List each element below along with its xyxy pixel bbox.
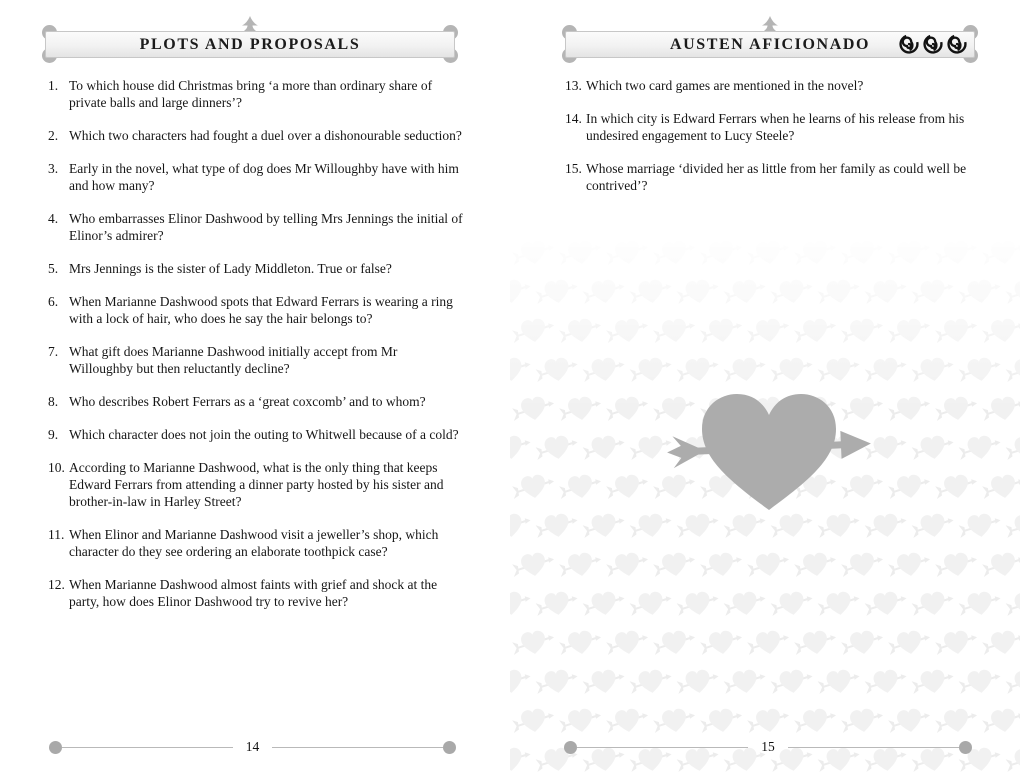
question-number: 2.: [48, 128, 59, 143]
banner-ornament-icon: [757, 16, 783, 31]
question-text: Which two characters had fought a duel over a dishonourable seduction?: [69, 128, 462, 143]
question-number: 8.: [48, 394, 59, 409]
question-text: In which city is Edward Ferrars when he learns of his release from his undesired engagement to Lucy Steele?: [586, 111, 965, 143]
rose-icon: [898, 33, 920, 55]
right-banner: [565, 20, 975, 66]
question-number: 13.: [565, 78, 582, 93]
question-number: 14.: [565, 111, 582, 126]
question-number: 1.: [48, 78, 59, 93]
quiz-question: [48, 459, 464, 510]
question-number: 5.: [48, 261, 59, 276]
footer-dot-icon: [49, 741, 62, 754]
quiz-question: [565, 160, 987, 194]
question-number: 11.: [48, 527, 65, 542]
question-number: 7.: [48, 344, 59, 359]
question-number: 4.: [48, 211, 59, 226]
question-number: 12.: [48, 577, 65, 592]
quiz-question: [48, 576, 464, 610]
heart-arrow-icon: [658, 388, 880, 516]
page-footer-right: [564, 740, 972, 755]
question-text: When Marianne Dashwood almost faints with grief and shock at the party, how does Elinor Dashwood try to revive her?: [69, 577, 438, 609]
quiz-question: [48, 210, 464, 244]
quiz-question: [48, 260, 464, 277]
question-number: 15.: [565, 161, 582, 176]
question-text: Who embarrasses Elinor Dashwood by telling Mrs Jennings the initial of Elinor’s admirer?: [69, 211, 463, 243]
page-right: [510, 0, 1020, 783]
quiz-question: [48, 426, 464, 443]
quiz-question: [565, 77, 987, 94]
question-text: Mrs Jennings is the sister of Lady Middleton. True or false?: [69, 261, 392, 276]
question-text: Whose marriage ‘divided her as little from her family as could well be contrived’?: [586, 161, 967, 193]
quiz-question: [565, 110, 987, 144]
question-number: 3.: [48, 161, 59, 176]
page-title: AUSTEN AFICIONADO: [669, 36, 871, 53]
left-banner: [45, 20, 455, 66]
banner-bar: [45, 31, 455, 58]
banner-ornament-icon: [237, 16, 263, 31]
footer-rule: [788, 747, 959, 748]
question-number: 9.: [48, 427, 59, 442]
page-footer-left: [49, 740, 456, 755]
question-number: 6.: [48, 294, 59, 309]
quiz-question: [48, 293, 464, 327]
quiz-question: [48, 393, 464, 410]
rose-icon: [922, 33, 944, 55]
footer-dot-icon: [443, 741, 456, 754]
footer-dot-icon: [564, 741, 577, 754]
footer-rule: [577, 747, 748, 748]
question-list-right: [565, 77, 987, 210]
quiz-question: [48, 343, 464, 377]
quiz-question: [48, 160, 464, 194]
question-text: When Elinor and Marianne Dashwood visit a jeweller’s shop, which character do they see ordering an elaborate toothpick case?: [69, 527, 439, 559]
rose-icon: [946, 33, 968, 55]
quiz-question: [48, 77, 464, 111]
question-text: According to Marianne Dashwood, what is the only thing that keeps Edward Ferrars from attending a dinner party hosted by his sister and brother-in-law in Harley Street?: [69, 460, 444, 509]
question-text: Which two card games are mentioned in the novel?: [586, 78, 864, 93]
question-number: 10.: [48, 460, 65, 475]
question-text: Early in the novel, what type of dog does Mr Willoughby have with him and how many?: [69, 161, 459, 193]
quiz-question: [48, 526, 464, 560]
footer-rule: [62, 747, 233, 748]
question-text: Which character does not join the outing to Whitwell because of a cold?: [69, 427, 459, 442]
question-text: Who describes Robert Ferrars as a ‘great coxcomb’ and to whom?: [69, 394, 426, 409]
question-list-left: [48, 77, 464, 626]
page-number: 15: [761, 738, 775, 754]
question-text: When Marianne Dashwood spots that Edward Ferrars is wearing a ring with a lock of hair, who does he say the hair belongs to?: [69, 294, 453, 326]
page-number: 14: [245, 738, 260, 754]
footer-rule: [272, 747, 443, 748]
quiz-question: [48, 127, 464, 144]
footer-dot-icon: [959, 741, 972, 754]
question-text: What gift does Marianne Dashwood initially accept from Mr Willoughby but then reluctantly decline?: [69, 344, 398, 376]
page-title: PLOTS AND PROPOSALS: [139, 36, 361, 53]
rose-icons-group: [898, 33, 968, 55]
question-text: To which house did Christmas bring ‘a more than ordinary share of private balls and large dinners’?: [69, 78, 433, 110]
pattern-fade: [510, 235, 1020, 410]
